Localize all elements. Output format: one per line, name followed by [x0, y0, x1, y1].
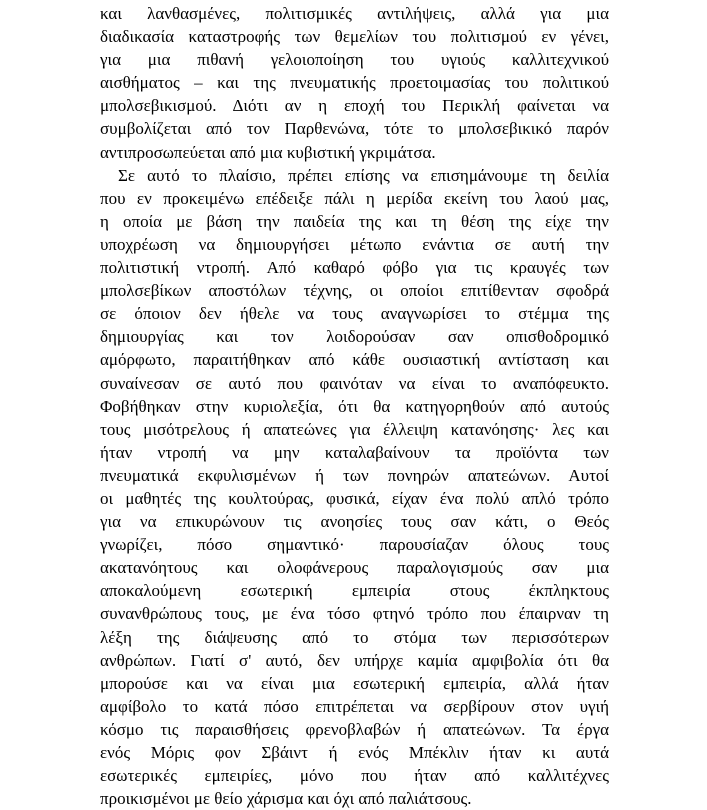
text-line: αμόρφωτο, παραιτήθηκαν από κάθε ουσιαστική αντίσταση και: [100, 350, 609, 370]
paragraph-2: [100, 164, 609, 810]
text-line: μπολσεβίκων αποστόλων τέχνης, οι οποίοι επιτίθενταν σφοδρά: [100, 281, 609, 301]
text-line: για μια πιθανή γελοιοποίηση του υγιούς καλλιτεχνικού: [100, 50, 609, 70]
text-line: μπορούσε και να είναι μια εσωτερική εμπειρία, αλλά ήταν: [100, 673, 609, 693]
text-line: ενός Μόρις φον Σβάιντ ή ενός Μπέκλιν ήταν κι αυτά: [100, 743, 609, 762]
text-line: γνωρίζει, πόσο σημαντικό· παρουσίαζαν όλους τους: [100, 535, 609, 555]
text-line: Σε αυτό το πλαίσιο, πρέπει επίσης να επισημάνουμε τη δειλία: [118, 165, 609, 185]
text-line: τους μισότρελους ή απατεώνες για έλλειψη κατανόησης· λες και: [100, 419, 609, 439]
paragraph-1: [100, 2, 609, 164]
text-line: κόσμο τις παραισθήσεις φρενοβλαβών ή απατεώνων. Τα έργα: [100, 719, 609, 739]
text-line: μπολσεβικισμού. Διότι αν η εποχή του Περικλή φαίνεται να: [100, 96, 609, 116]
document-page: [100, 2, 609, 810]
text-line: εσωτερικές εμπειρίες, μόνο που ήταν από καλλιτέχνες: [100, 766, 609, 786]
text-line: η οποία με βάση την παιδεία της και τη θέση της είχε την: [100, 211, 609, 231]
text-line: Φοβήθηκαν στην κυριολεξία, ότι θα κατηγορηθούν από αυτούς: [100, 396, 609, 416]
text-line: για να επικυρώνουν τις ανοησίες τους σαν κάτι, ο Θεός: [100, 512, 609, 532]
text-line: συμβολίζεται από τον Παρθενώνα, τότε το μπολσεβικικό παρόν: [100, 119, 609, 139]
text-line: και λανθασμένες, πολιτισμικές αντιλήψεις, αλλά για μια: [100, 4, 609, 23]
text-line: συναίνεσαν σε αυτό που φαινόταν να είναι το αναπόφευκτο.: [100, 373, 609, 393]
text-line: υποχρέωση να δημιουργήσει μέτωπο ενάντια σε αυτή την: [100, 234, 609, 254]
text-line: ανθρώπων. Γιατί σ' αυτό, δεν υπήρχε καμία αμφιβολία ότι θα: [100, 650, 609, 670]
text-line: αμφίβολο το κατά πόσο επιτρέπεται να σερβίρουν στον υγιή: [100, 696, 609, 716]
text-line: αποκαλούμενη εσωτερική εμπειρία στους έκπληκτους: [100, 581, 609, 601]
text-line: προικισμένοι με θείο χάρισμα και όχι από παλιάτσους.: [100, 789, 472, 809]
text-line: πνευματικά εκφυλισμένων ή των πονηρών απατεώνων. Αυτοί: [100, 465, 609, 485]
text-line: αισθήματος – και της πνευματικής προετοιμασίας του πολιτικού: [100, 73, 609, 93]
text-line: λέξη της διάψευσης από το στόμα των περισσότερων: [100, 627, 609, 647]
text-line: οι μαθητές της κουλτούρας, φυσικά, είχαν ένα πολύ απλό τρόπο: [100, 488, 609, 508]
text-line: ακατανόητους και ολοφάνερους παραλογισμούς σαν μια: [100, 558, 609, 578]
text-line: σε όποιον δεν ήθελε να τους αναγνωρίσει το στέμμα της: [100, 304, 609, 324]
text-line: που εν προκειμένω επέδειξε πάλι η μερίδα εκείνη του λαού μας,: [100, 188, 609, 208]
text-line: ήταν ντροπή να μην καταλαβαίνουν τα προϊόντα των: [100, 442, 609, 462]
text-line: διαδικασία καταστροφής των θεμελίων του πολιτισμού εν γένει,: [100, 27, 609, 47]
text-line: συνανθρώπους τους, με ένα τόσο φτηνό τρόπο που έπαιρναν τη: [100, 604, 609, 624]
text-line: δημιουργίας και τον λοιδορούσαν σαν οπισθοδρομικό: [100, 327, 609, 347]
text-line: αντιπροσωπεύεται από μια κυβιστική γκριμάτσα.: [100, 142, 436, 162]
text-line: πολιτιστική ντροπή. Από καθαρό φόβο για τις κραυγές των: [100, 258, 609, 278]
